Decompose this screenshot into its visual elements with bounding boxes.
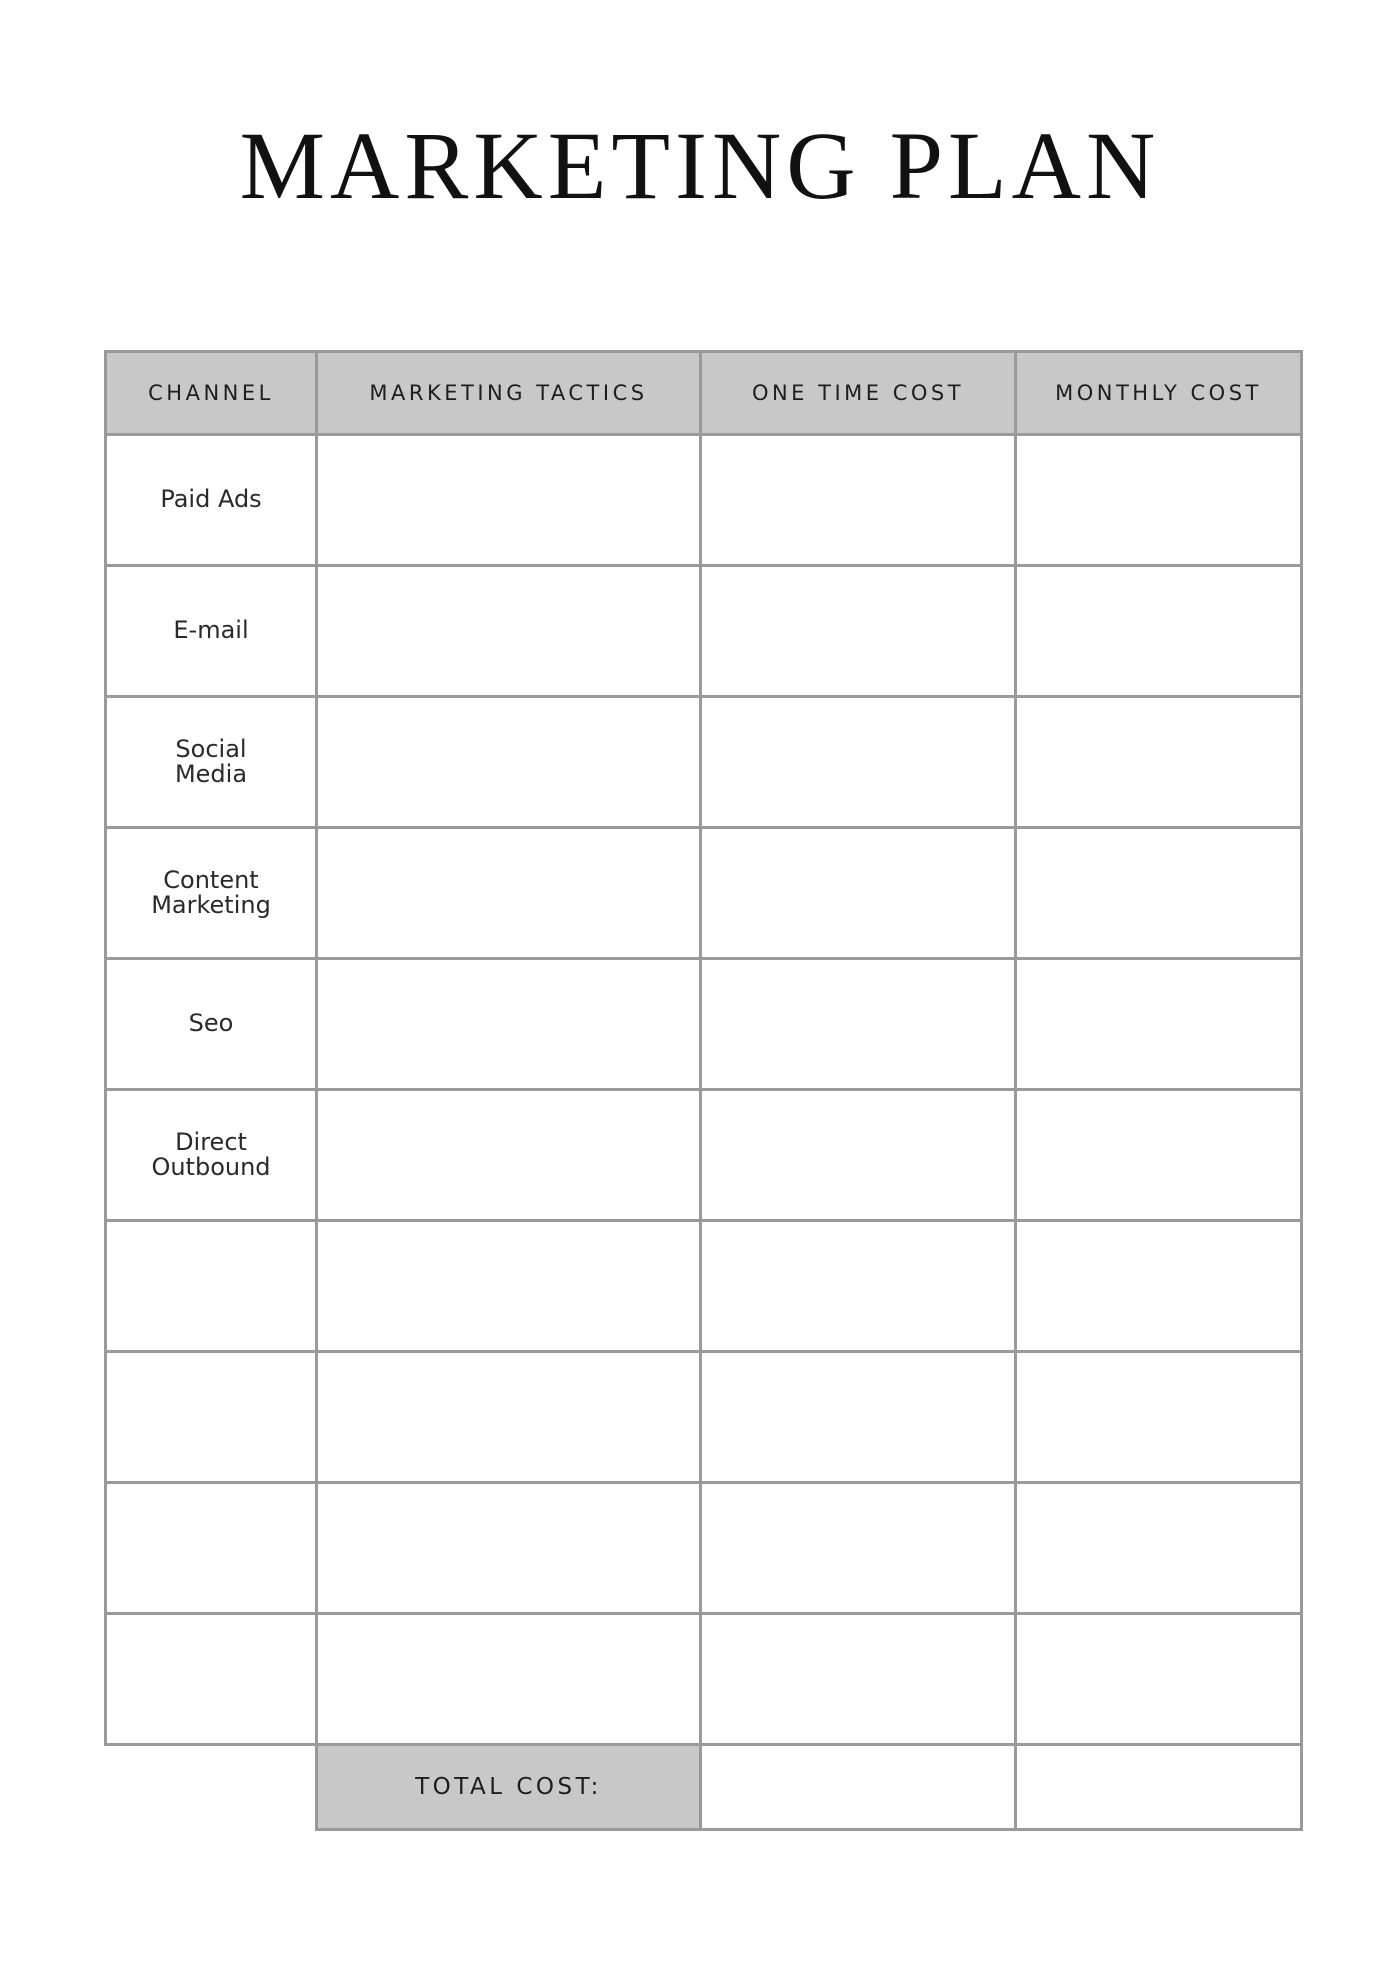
channel-cell <box>106 435 317 566</box>
marketing-tactics-cell[interactable] <box>317 1090 701 1221</box>
table-row <box>106 1352 1302 1483</box>
monthly-cost-cell[interactable] <box>1016 959 1302 1090</box>
total-one-time-cost-cell[interactable] <box>701 1745 1016 1830</box>
channel-label: Direct Outbound <box>151 1127 271 1181</box>
one-time-cost-cell[interactable] <box>701 1352 1016 1483</box>
page-title: MARKETING PLAN <box>239 112 1161 219</box>
one-time-cost-cell[interactable] <box>701 566 1016 697</box>
channel-cell <box>106 566 317 697</box>
channel-label: Paid Ads <box>160 485 262 514</box>
header-channel: CHANNEL <box>106 352 317 435</box>
one-time-cost-cell[interactable] <box>701 959 1016 1090</box>
header-row <box>106 352 1302 435</box>
channel-cell <box>106 1221 317 1352</box>
one-time-cost-cell[interactable] <box>701 1614 1016 1745</box>
channel-label: Content Marketing <box>151 865 271 919</box>
table-row <box>106 435 1302 566</box>
monthly-cost-cell[interactable] <box>1016 1352 1302 1483</box>
table-row <box>106 1483 1302 1614</box>
total-monthly-cost-cell[interactable] <box>1016 1745 1302 1830</box>
table-row <box>106 959 1302 1090</box>
channel-cell <box>106 828 317 959</box>
header-one-time-cost: ONE TIME COST <box>701 352 1016 435</box>
table-row <box>106 566 1302 697</box>
marketing-tactics-cell[interactable] <box>317 959 701 1090</box>
channel-cell <box>106 1352 317 1483</box>
marketing-tactics-cell[interactable] <box>317 828 701 959</box>
total-row-spacer <box>106 1745 317 1830</box>
one-time-cost-cell[interactable] <box>701 1090 1016 1221</box>
channel-label: E-mail <box>173 616 249 645</box>
monthly-cost-cell[interactable] <box>1016 828 1302 959</box>
marketing-tactics-cell[interactable] <box>317 435 701 566</box>
channel-label: Social Media <box>174 734 248 788</box>
marketing-tactics-cell[interactable] <box>317 697 701 828</box>
channel-cell <box>106 1483 317 1614</box>
channel-cell <box>106 697 317 828</box>
table-row <box>106 828 1302 959</box>
header-monthly-cost: MONTHLY COST <box>1016 352 1302 435</box>
channel-cell <box>106 959 317 1090</box>
table-body <box>106 435 1302 1745</box>
marketing-tactics-cell[interactable] <box>317 1483 701 1614</box>
marketing-plan-table <box>104 350 1303 1831</box>
header-marketing-tactics: MARKETING TACTICS <box>317 352 701 435</box>
one-time-cost-cell[interactable] <box>701 435 1016 566</box>
table-row <box>106 1090 1302 1221</box>
marketing-tactics-cell[interactable] <box>317 1614 701 1745</box>
table-row <box>106 697 1302 828</box>
monthly-cost-cell[interactable] <box>1016 566 1302 697</box>
monthly-cost-cell[interactable] <box>1016 1483 1302 1614</box>
monthly-cost-cell[interactable] <box>1016 1221 1302 1352</box>
channel-label: Seo <box>188 1009 234 1038</box>
total-cost-label: TOTAL COST: <box>317 1745 701 1830</box>
table-row <box>106 1221 1302 1352</box>
marketing-plan-sheet <box>104 350 1303 1831</box>
total-row <box>106 1745 1302 1830</box>
one-time-cost-cell[interactable] <box>701 1483 1016 1614</box>
table-row <box>106 1614 1302 1745</box>
marketing-tactics-cell[interactable] <box>317 566 701 697</box>
marketing-tactics-cell[interactable] <box>317 1221 701 1352</box>
one-time-cost-cell[interactable] <box>701 1221 1016 1352</box>
channel-cell <box>106 1090 317 1221</box>
monthly-cost-cell[interactable] <box>1016 1614 1302 1745</box>
monthly-cost-cell[interactable] <box>1016 435 1302 566</box>
one-time-cost-cell[interactable] <box>701 828 1016 959</box>
monthly-cost-cell[interactable] <box>1016 1090 1302 1221</box>
one-time-cost-cell[interactable] <box>701 697 1016 828</box>
marketing-tactics-cell[interactable] <box>317 1352 701 1483</box>
channel-cell <box>106 1614 317 1745</box>
monthly-cost-cell[interactable] <box>1016 697 1302 828</box>
